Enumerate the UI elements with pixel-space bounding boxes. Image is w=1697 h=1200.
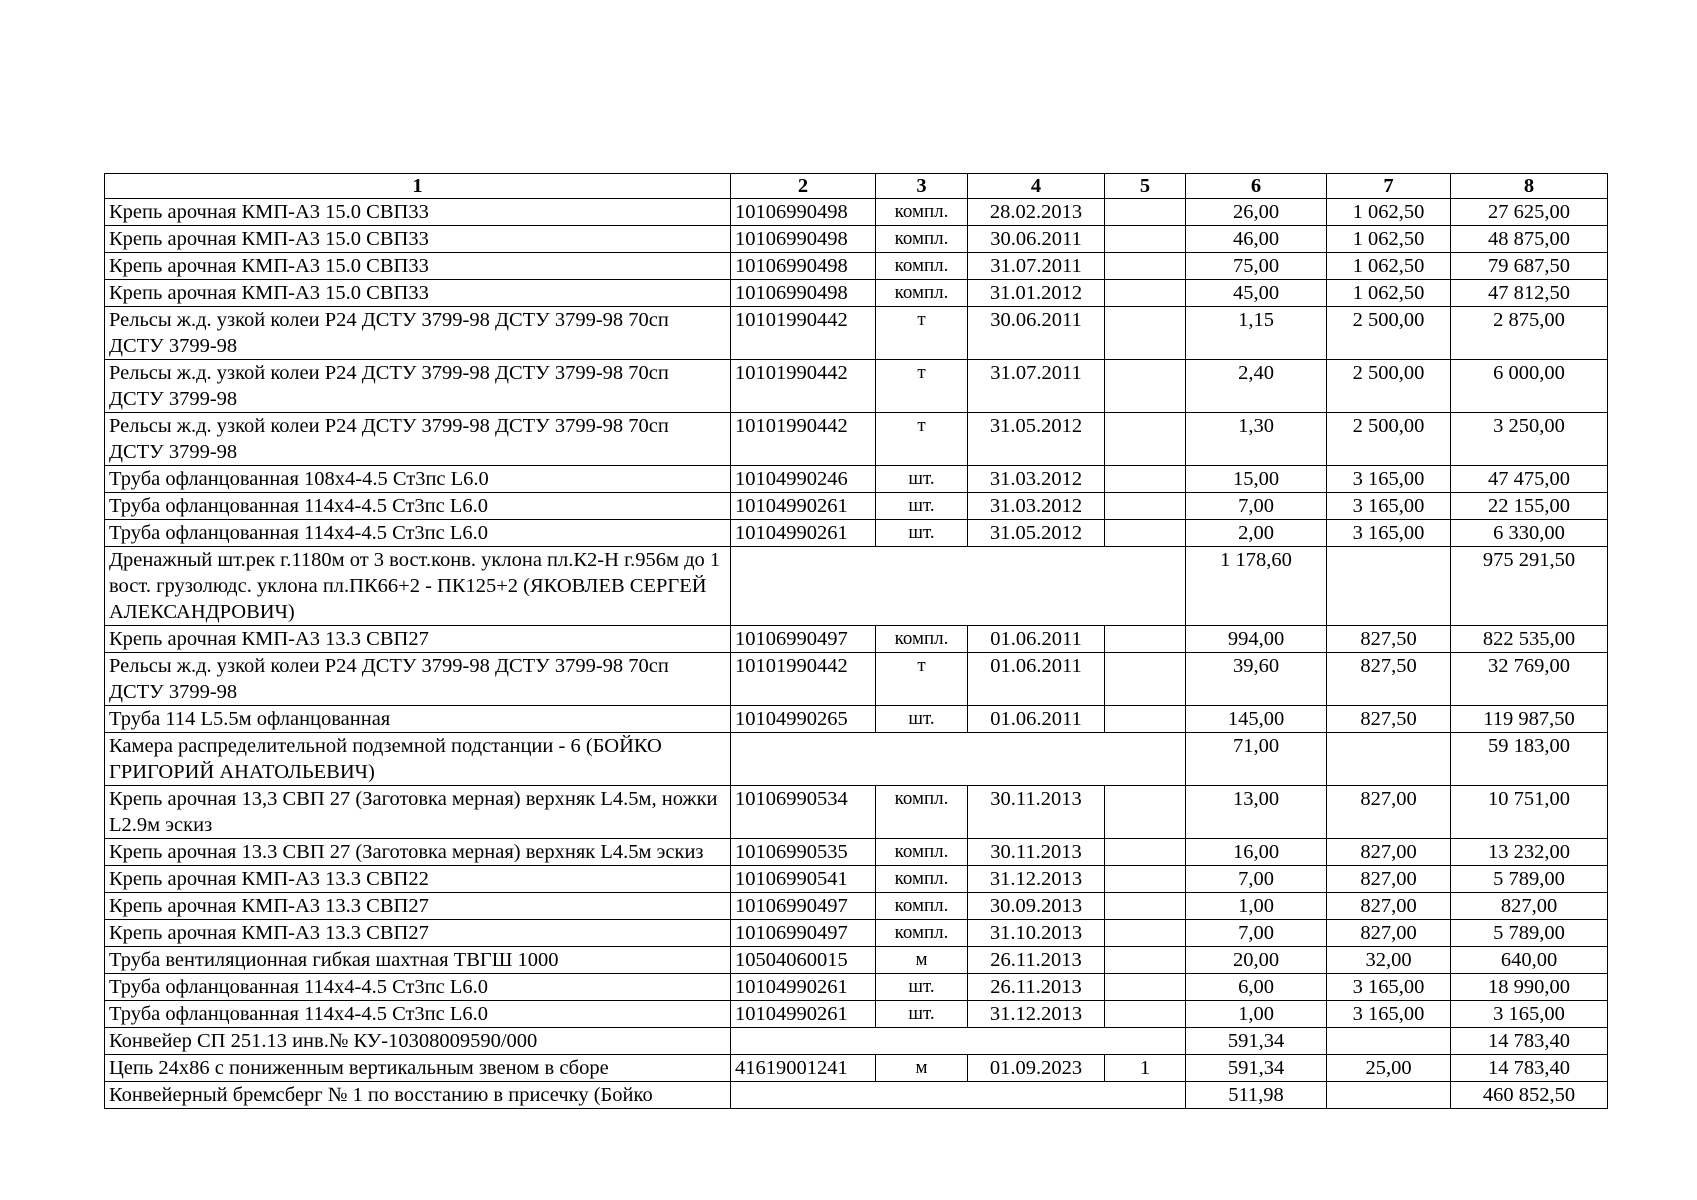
item-code-cell: 10104990261 xyxy=(731,1001,876,1028)
quantity-cell: 2,00 xyxy=(1186,520,1327,547)
sum-cell: 14 783,40 xyxy=(1451,1055,1608,1082)
col5-cell xyxy=(1105,360,1186,413)
group-sum-cell: 14 783,40 xyxy=(1451,1028,1608,1055)
price-cell: 3 165,00 xyxy=(1327,493,1451,520)
table-row xyxy=(105,839,1608,866)
item-name-cell: Рельсы ж.д. узкой колеи Р24 ДСТУ 3799-98 ДСТУ 3799-98 70сп ДСТУ 3799-98 xyxy=(105,653,731,706)
col5-cell xyxy=(1105,520,1186,547)
date-cell: 31.01.2012 xyxy=(968,280,1105,307)
table-row xyxy=(105,360,1608,413)
price-cell: 25,00 xyxy=(1327,1055,1451,1082)
quantity-cell: 75,00 xyxy=(1186,253,1327,280)
group-spacer-cell xyxy=(1327,1028,1451,1055)
group-quantity-cell: 71,00 xyxy=(1186,733,1327,786)
item-name-cell: Цепь 24х86 с пониженным вертикальным звеном в сборе xyxy=(105,1055,731,1082)
unit-cell: компл. xyxy=(876,253,968,280)
unit-cell: т xyxy=(876,653,968,706)
item-name-cell: Крепь арочная 13.3 СВП 27 (Заготовка мерная) верхняк L4.5м эскиз xyxy=(105,839,731,866)
table-row xyxy=(105,307,1608,360)
date-cell: 31.10.2013 xyxy=(968,920,1105,947)
group-spacer-cell xyxy=(1327,733,1451,786)
date-cell: 30.09.2013 xyxy=(968,893,1105,920)
item-name-cell: Крепь арочная КМП-А3 13.3 СВП27 xyxy=(105,920,731,947)
item-name-cell: Крепь арочная КМП-А3 15.0 СВП33 xyxy=(105,280,731,307)
unit-cell: компл. xyxy=(876,893,968,920)
price-cell: 1 062,50 xyxy=(1327,226,1451,253)
date-cell: 01.06.2011 xyxy=(968,706,1105,733)
item-code-cell: 10104990246 xyxy=(731,466,876,493)
unit-cell: м xyxy=(876,947,968,974)
item-code-cell: 10106990534 xyxy=(731,786,876,839)
unit-cell: шт. xyxy=(876,493,968,520)
table-row xyxy=(105,974,1608,1001)
unit-cell: компл. xyxy=(876,786,968,839)
price-cell: 827,50 xyxy=(1327,706,1451,733)
table-row xyxy=(105,893,1608,920)
table-row xyxy=(105,947,1608,974)
item-code-cell: 10106990498 xyxy=(731,226,876,253)
sum-cell: 5 789,00 xyxy=(1451,866,1608,893)
group-spacer-cell xyxy=(731,547,1186,626)
price-cell: 827,00 xyxy=(1327,893,1451,920)
col5-cell: 1 xyxy=(1105,1055,1186,1082)
col5-cell xyxy=(1105,466,1186,493)
date-cell: 30.06.2011 xyxy=(968,226,1105,253)
quantity-cell: 1,30 xyxy=(1186,413,1327,466)
group-spacer-cell xyxy=(731,733,1186,786)
group-sum-cell: 59 183,00 xyxy=(1451,733,1608,786)
unit-cell: шт. xyxy=(876,974,968,1001)
date-cell: 30.11.2013 xyxy=(968,786,1105,839)
unit-cell: шт. xyxy=(876,466,968,493)
col5-cell xyxy=(1105,653,1186,706)
sum-cell: 48 875,00 xyxy=(1451,226,1608,253)
col5-cell xyxy=(1105,920,1186,947)
price-cell: 827,50 xyxy=(1327,626,1451,653)
item-code-cell: 10106990497 xyxy=(731,920,876,947)
table-row xyxy=(105,706,1608,733)
item-code-cell: 10104990261 xyxy=(731,493,876,520)
inventory-table xyxy=(104,173,1608,1109)
column-header-3: 3 xyxy=(876,174,968,199)
unit-cell: шт. xyxy=(876,706,968,733)
date-cell: 31.12.2013 xyxy=(968,1001,1105,1028)
price-cell: 2 500,00 xyxy=(1327,307,1451,360)
header-row xyxy=(105,174,1608,199)
item-name-cell: Крепь арочная КМП-А3 13.3 СВП27 xyxy=(105,893,731,920)
sum-cell: 10 751,00 xyxy=(1451,786,1608,839)
quantity-cell: 39,60 xyxy=(1186,653,1327,706)
quantity-cell: 591,34 xyxy=(1186,1055,1327,1082)
col5-cell xyxy=(1105,253,1186,280)
price-cell: 3 165,00 xyxy=(1327,466,1451,493)
sum-cell: 5 789,00 xyxy=(1451,920,1608,947)
quantity-cell: 26,00 xyxy=(1186,199,1327,226)
group-sum-cell: 460 852,50 xyxy=(1451,1082,1608,1109)
item-name-cell: Крепь арочная 13,3 СВП 27 (Заготовка мерная) верхняк L4.5м, ножки L2.9м эскиз xyxy=(105,786,731,839)
quantity-cell: 15,00 xyxy=(1186,466,1327,493)
item-name-cell: Крепь арочная КМП-А3 13.3 СВП22 xyxy=(105,866,731,893)
date-cell: 31.05.2012 xyxy=(968,520,1105,547)
quantity-cell: 46,00 xyxy=(1186,226,1327,253)
price-cell: 1 062,50 xyxy=(1327,280,1451,307)
item-name-cell: Труба офланцованная 114х4-4.5 Ст3пс L6.0 xyxy=(105,493,731,520)
table-row xyxy=(105,920,1608,947)
date-cell: 26.11.2013 xyxy=(968,947,1105,974)
unit-cell: т xyxy=(876,360,968,413)
group-row xyxy=(105,1028,1608,1055)
group-name-cell: Конвейерный бремсберг № 1 по восстанию в присечку (Бойко xyxy=(105,1082,731,1109)
sum-cell: 2 875,00 xyxy=(1451,307,1608,360)
price-cell: 3 165,00 xyxy=(1327,1001,1451,1028)
table-row xyxy=(105,653,1608,706)
group-name-cell: Дренажный шт.рек г.1180м от 3 вост.конв. уклона пл.К2-Н г.956м до 1 вост. грузолюдс. уклона пл.ПК66+2 - ПК125+2 (ЯКОВЛЕВ СЕРГЕЙ АЛЕКСАНДРОВИЧ) xyxy=(105,547,731,626)
quantity-cell: 13,00 xyxy=(1186,786,1327,839)
unit-cell: компл. xyxy=(876,626,968,653)
price-cell: 32,00 xyxy=(1327,947,1451,974)
sum-cell: 3 165,00 xyxy=(1451,1001,1608,1028)
table-row xyxy=(105,226,1608,253)
item-code-cell: 10104990261 xyxy=(731,520,876,547)
unit-cell: т xyxy=(876,413,968,466)
quantity-cell: 1,15 xyxy=(1186,307,1327,360)
unit-cell: компл. xyxy=(876,866,968,893)
unit-cell: компл. xyxy=(876,226,968,253)
group-row xyxy=(105,1082,1608,1109)
price-cell: 1 062,50 xyxy=(1327,199,1451,226)
sum-cell: 18 990,00 xyxy=(1451,974,1608,1001)
quantity-cell: 1,00 xyxy=(1186,1001,1327,1028)
sum-cell: 47 812,50 xyxy=(1451,280,1608,307)
col5-cell xyxy=(1105,947,1186,974)
item-name-cell: Труба 114 L5.5м офланцованная xyxy=(105,706,731,733)
col5-cell xyxy=(1105,706,1186,733)
item-name-cell: Труба офланцованная 114х4-4.5 Ст3пс L6.0 xyxy=(105,520,731,547)
date-cell: 31.03.2012 xyxy=(968,466,1105,493)
unit-cell: м xyxy=(876,1055,968,1082)
item-name-cell: Крепь арочная КМП-А3 15.0 СВП33 xyxy=(105,226,731,253)
item-name-cell: Рельсы ж.д. узкой колеи Р24 ДСТУ 3799-98 ДСТУ 3799-98 70сп ДСТУ 3799-98 xyxy=(105,307,731,360)
quantity-cell: 7,00 xyxy=(1186,866,1327,893)
column-header-8: 8 xyxy=(1451,174,1608,199)
col5-cell xyxy=(1105,413,1186,466)
item-name-cell: Труба вентиляционная гибкая шахтная ТВГШ 1000 xyxy=(105,947,731,974)
table-row xyxy=(105,280,1608,307)
item-code-cell: 10101990442 xyxy=(731,653,876,706)
item-code-cell: 10106990497 xyxy=(731,893,876,920)
item-code-cell: 10104990265 xyxy=(731,706,876,733)
col5-cell xyxy=(1105,307,1186,360)
item-code-cell: 10101990442 xyxy=(731,413,876,466)
col5-cell xyxy=(1105,786,1186,839)
unit-cell: компл. xyxy=(876,920,968,947)
table-row xyxy=(105,520,1608,547)
quantity-cell: 1,00 xyxy=(1186,893,1327,920)
item-name-cell: Крепь арочная КМП-А3 13.3 СВП27 xyxy=(105,626,731,653)
unit-cell: компл. xyxy=(876,839,968,866)
quantity-cell: 145,00 xyxy=(1186,706,1327,733)
price-cell: 827,00 xyxy=(1327,839,1451,866)
item-name-cell: Труба офланцованная 108х4-4.5 Ст3пс L6.0 xyxy=(105,466,731,493)
table-row xyxy=(105,1055,1608,1082)
date-cell: 31.03.2012 xyxy=(968,493,1105,520)
item-code-cell: 10104990261 xyxy=(731,974,876,1001)
item-code-cell: 10106990498 xyxy=(731,253,876,280)
group-quantity-cell: 1 178,60 xyxy=(1186,547,1327,626)
price-cell: 827,00 xyxy=(1327,920,1451,947)
group-spacer-cell xyxy=(731,1028,1186,1055)
group-row xyxy=(105,547,1608,626)
quantity-cell: 20,00 xyxy=(1186,947,1327,974)
col5-cell xyxy=(1105,226,1186,253)
col5-cell xyxy=(1105,893,1186,920)
col5-cell xyxy=(1105,280,1186,307)
col5-cell xyxy=(1105,493,1186,520)
date-cell: 31.05.2012 xyxy=(968,413,1105,466)
quantity-cell: 2,40 xyxy=(1186,360,1327,413)
item-name-cell: Труба офланцованная 114х4-4.5 Ст3пс L6.0 xyxy=(105,974,731,1001)
price-cell: 827,00 xyxy=(1327,786,1451,839)
date-cell: 31.07.2011 xyxy=(968,253,1105,280)
column-header-6: 6 xyxy=(1186,174,1327,199)
price-cell: 827,50 xyxy=(1327,653,1451,706)
item-code-cell: 10106990541 xyxy=(731,866,876,893)
sum-cell: 822 535,00 xyxy=(1451,626,1608,653)
sum-cell: 640,00 xyxy=(1451,947,1608,974)
sum-cell: 27 625,00 xyxy=(1451,199,1608,226)
date-cell: 01.06.2011 xyxy=(968,626,1105,653)
quantity-cell: 6,00 xyxy=(1186,974,1327,1001)
column-header-7: 7 xyxy=(1327,174,1451,199)
sum-cell: 79 687,50 xyxy=(1451,253,1608,280)
table-row xyxy=(105,1001,1608,1028)
sum-cell: 827,00 xyxy=(1451,893,1608,920)
col5-cell xyxy=(1105,866,1186,893)
item-name-cell: Рельсы ж.д. узкой колеи Р24 ДСТУ 3799-98 ДСТУ 3799-98 70сп ДСТУ 3799-98 xyxy=(105,360,731,413)
table-body xyxy=(105,199,1608,1109)
table-row xyxy=(105,253,1608,280)
col5-cell xyxy=(1105,626,1186,653)
sum-cell: 13 232,00 xyxy=(1451,839,1608,866)
col5-cell xyxy=(1105,839,1186,866)
date-cell: 31.12.2013 xyxy=(968,866,1105,893)
sum-cell: 3 250,00 xyxy=(1451,413,1608,466)
item-name-cell: Крепь арочная КМП-А3 15.0 СВП33 xyxy=(105,253,731,280)
item-code-cell: 10504060015 xyxy=(731,947,876,974)
group-quantity-cell: 591,34 xyxy=(1186,1028,1327,1055)
price-cell: 3 165,00 xyxy=(1327,520,1451,547)
col5-cell xyxy=(1105,199,1186,226)
column-header-5: 5 xyxy=(1105,174,1186,199)
item-name-cell: Рельсы ж.д. узкой колеи Р24 ДСТУ 3799-98 ДСТУ 3799-98 70сп ДСТУ 3799-98 xyxy=(105,413,731,466)
unit-cell: шт. xyxy=(876,1001,968,1028)
quantity-cell: 16,00 xyxy=(1186,839,1327,866)
sum-cell: 119 987,50 xyxy=(1451,706,1608,733)
column-header-4: 4 xyxy=(968,174,1105,199)
date-cell: 26.11.2013 xyxy=(968,974,1105,1001)
column-header-1: 1 xyxy=(105,174,731,199)
table-row xyxy=(105,413,1608,466)
item-name-cell: Крепь арочная КМП-А3 15.0 СВП33 xyxy=(105,199,731,226)
document-page xyxy=(104,173,1607,1109)
table-header xyxy=(105,174,1608,199)
sum-cell: 6 330,00 xyxy=(1451,520,1608,547)
group-name-cell: Камера распределительной подземной подстанции - 6 (БОЙКО ГРИГОРИЙ АНАТОЛЬЕВИЧ) xyxy=(105,733,731,786)
quantity-cell: 7,00 xyxy=(1186,493,1327,520)
item-code-cell: 10106990498 xyxy=(731,199,876,226)
item-code-cell: 10106990498 xyxy=(731,280,876,307)
unit-cell: компл. xyxy=(876,199,968,226)
item-code-cell: 10106990535 xyxy=(731,839,876,866)
col5-cell xyxy=(1105,1001,1186,1028)
column-header-2: 2 xyxy=(731,174,876,199)
item-code-cell: 10106990497 xyxy=(731,626,876,653)
table-row xyxy=(105,466,1608,493)
date-cell: 30.06.2011 xyxy=(968,307,1105,360)
item-code-cell: 10101990442 xyxy=(731,307,876,360)
group-name-cell: Конвейер СП 251.13 инв.№ КУ-10308009590/000 xyxy=(105,1028,731,1055)
quantity-cell: 45,00 xyxy=(1186,280,1327,307)
table-row xyxy=(105,199,1608,226)
unit-cell: компл. xyxy=(876,280,968,307)
unit-cell: т xyxy=(876,307,968,360)
quantity-cell: 7,00 xyxy=(1186,920,1327,947)
date-cell: 01.06.2011 xyxy=(968,653,1105,706)
price-cell: 1 062,50 xyxy=(1327,253,1451,280)
price-cell: 827,00 xyxy=(1327,866,1451,893)
table-row xyxy=(105,786,1608,839)
group-spacer-cell xyxy=(731,1082,1186,1109)
quantity-cell: 994,00 xyxy=(1186,626,1327,653)
date-cell: 01.09.2023 xyxy=(968,1055,1105,1082)
date-cell: 31.07.2011 xyxy=(968,360,1105,413)
group-spacer-cell xyxy=(1327,1082,1451,1109)
group-row xyxy=(105,733,1608,786)
item-code-cell: 41619001241 xyxy=(731,1055,876,1082)
group-spacer-cell xyxy=(1327,547,1451,626)
item-code-cell: 10101990442 xyxy=(731,360,876,413)
sum-cell: 6 000,00 xyxy=(1451,360,1608,413)
col5-cell xyxy=(1105,974,1186,1001)
price-cell: 2 500,00 xyxy=(1327,360,1451,413)
table-row xyxy=(105,626,1608,653)
sum-cell: 47 475,00 xyxy=(1451,466,1608,493)
price-cell: 3 165,00 xyxy=(1327,974,1451,1001)
date-cell: 30.11.2013 xyxy=(968,839,1105,866)
unit-cell: шт. xyxy=(876,520,968,547)
sum-cell: 22 155,00 xyxy=(1451,493,1608,520)
item-name-cell: Труба офланцованная 114х4-4.5 Ст3пс L6.0 xyxy=(105,1001,731,1028)
sum-cell: 32 769,00 xyxy=(1451,653,1608,706)
group-quantity-cell: 511,98 xyxy=(1186,1082,1327,1109)
table-row xyxy=(105,866,1608,893)
price-cell: 2 500,00 xyxy=(1327,413,1451,466)
date-cell: 28.02.2013 xyxy=(968,199,1105,226)
group-sum-cell: 975 291,50 xyxy=(1451,547,1608,626)
table-row xyxy=(105,493,1608,520)
